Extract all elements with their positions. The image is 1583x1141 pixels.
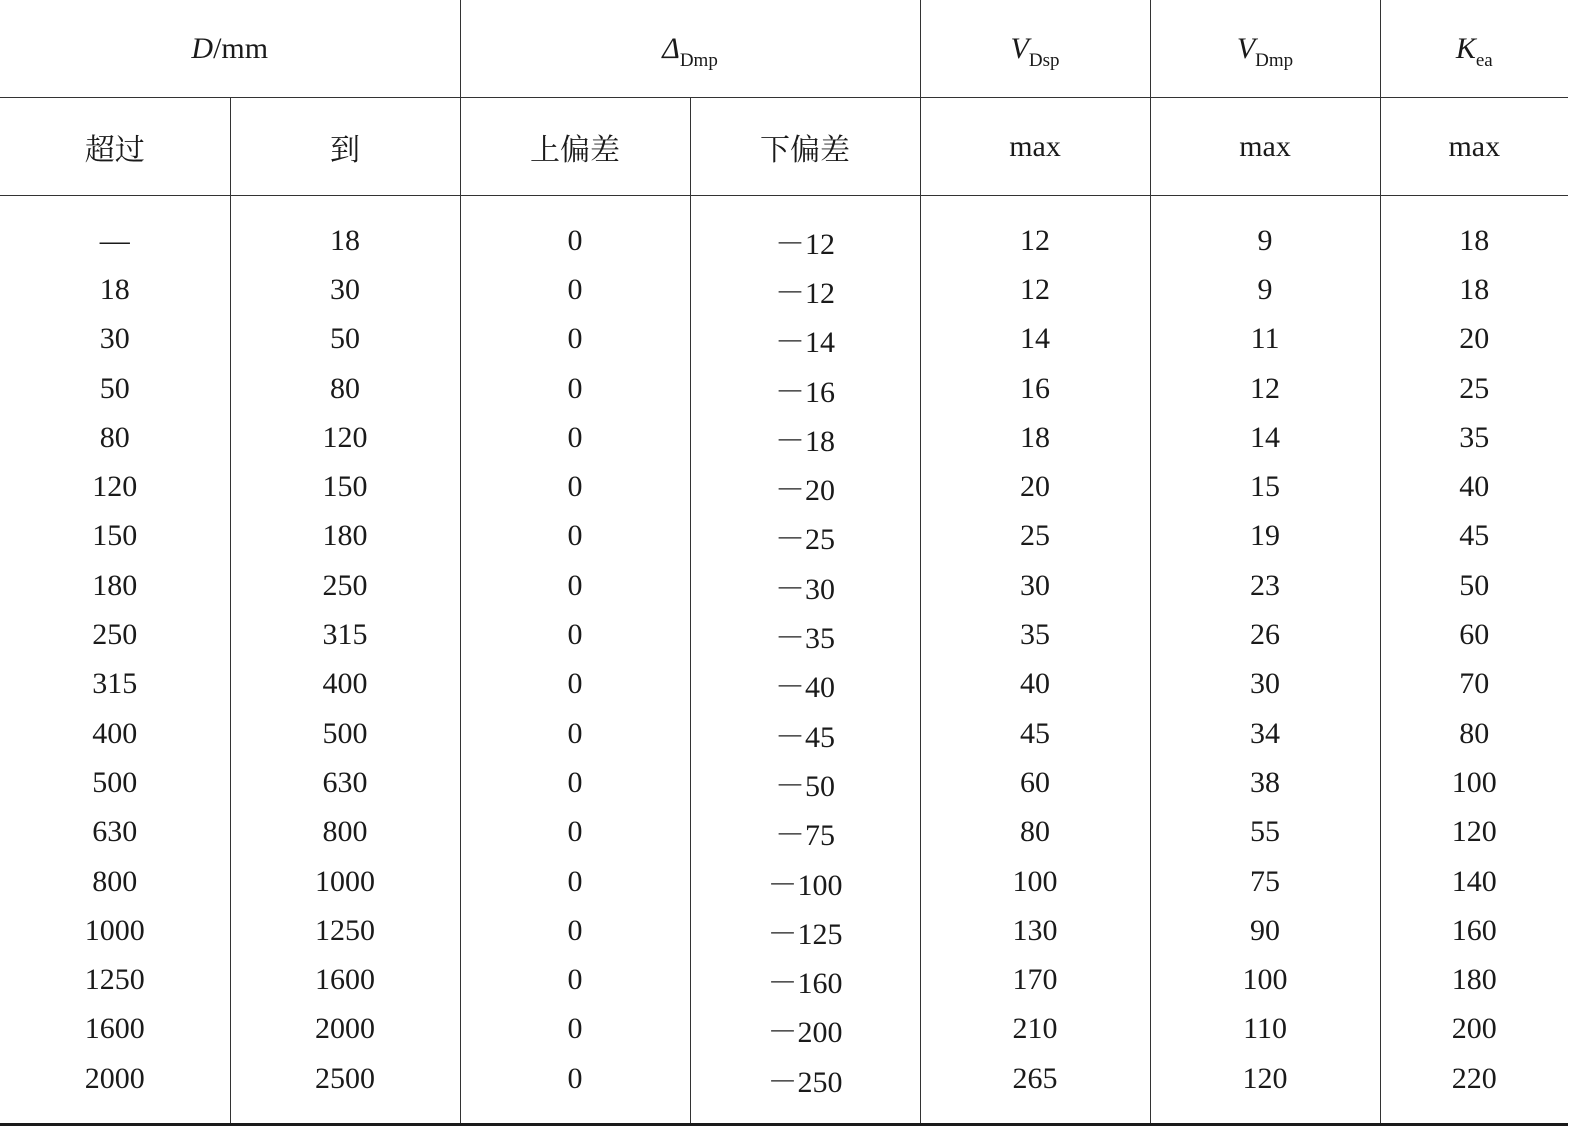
table-cell: 160 xyxy=(1451,913,1497,947)
table-cell: 0 xyxy=(460,808,690,857)
table-cell: －200 xyxy=(690,1005,920,1054)
table-cell: 40 xyxy=(920,660,1150,709)
table-cell: 150 xyxy=(230,462,460,511)
table-cell: 35 xyxy=(920,610,1150,659)
table-cell: 18 xyxy=(1459,223,1490,257)
table-cell: 630 xyxy=(0,808,230,857)
table-cell: 180 xyxy=(1451,963,1497,997)
table-cell: 18 xyxy=(920,413,1150,462)
table-cell: 0 xyxy=(460,512,690,561)
table-cell: －75 xyxy=(690,808,920,857)
table-cell: 315 xyxy=(0,660,230,709)
table-cell: 0 xyxy=(460,364,690,413)
table-row xyxy=(0,561,1568,610)
table-cell: 120 xyxy=(0,462,230,511)
table-cell: 26 xyxy=(1150,610,1380,659)
table-cell: 60 xyxy=(920,758,1150,807)
table-cell: 100 xyxy=(920,857,1150,906)
table-cell: 12 xyxy=(1150,364,1380,413)
table-row xyxy=(0,758,1568,807)
table-cell: 11 xyxy=(1150,315,1380,364)
table-cell: 30 xyxy=(0,315,230,364)
vdsp-symbol: V xyxy=(1010,31,1029,65)
table-row xyxy=(0,955,1568,1004)
table-cell: 210 xyxy=(920,1005,1150,1054)
table-row xyxy=(0,413,1568,462)
table-cell: 75 xyxy=(1150,857,1380,906)
table-cell: 20 xyxy=(1459,322,1490,356)
header-vdsp xyxy=(920,0,1150,98)
table-cell: 500 xyxy=(230,709,460,758)
table-cell: 170 xyxy=(920,955,1150,1004)
header-over: 超过 xyxy=(0,98,230,196)
vdsp-subscript: Dsp xyxy=(1028,49,1060,71)
table-cell: －160 xyxy=(690,955,920,1004)
header-d-mm xyxy=(0,0,460,98)
table-cell: －20 xyxy=(690,462,920,511)
table-cell: 38 xyxy=(1150,758,1380,807)
table-cell: 12 xyxy=(920,216,1150,265)
table-cell: 200 xyxy=(1451,1012,1497,1046)
d-unit: /mm xyxy=(213,31,269,65)
table-row xyxy=(0,512,1568,561)
table-cell: 140 xyxy=(1451,864,1497,898)
table-cell: 0 xyxy=(460,265,690,314)
table-row xyxy=(0,906,1568,955)
table-cell: 400 xyxy=(0,709,230,758)
table-row xyxy=(0,808,1568,857)
table-cell: 0 xyxy=(460,462,690,511)
header-max-vdmp: max xyxy=(1150,98,1380,196)
table-row xyxy=(0,660,1568,709)
table-cell: 80 xyxy=(920,808,1150,857)
table-cell: 30 xyxy=(920,561,1150,610)
table-cell: 18 xyxy=(0,265,230,314)
table-cell: －12 xyxy=(690,216,920,265)
table-cell: 9 xyxy=(1150,216,1380,265)
table-cell: 0 xyxy=(460,413,690,462)
table-cell: 14 xyxy=(920,315,1150,364)
table-cell: 0 xyxy=(460,660,690,709)
table-cell: 60 xyxy=(1459,618,1490,652)
table-cell: 250 xyxy=(0,610,230,659)
table-cell: 220 xyxy=(1451,1061,1497,1095)
table-cell: 80 xyxy=(0,413,230,462)
kea-symbol: K xyxy=(1455,31,1476,65)
table-row xyxy=(0,462,1568,511)
table-cell: 1600 xyxy=(230,955,460,1004)
table-cell: 800 xyxy=(230,808,460,857)
table-cell: 30 xyxy=(1150,660,1380,709)
header-row-1 xyxy=(0,0,1568,98)
table-cell: 50 xyxy=(1459,568,1490,602)
table-cell: 18 xyxy=(230,216,460,265)
table-row xyxy=(0,1054,1568,1103)
table-cell: 1600 xyxy=(0,1005,230,1054)
table-cell: －100 xyxy=(690,857,920,906)
header-lower-deviation: 下偏差 xyxy=(690,98,920,196)
header-max-vdsp: max xyxy=(920,98,1150,196)
table-cell: 800 xyxy=(0,857,230,906)
header-vdmp xyxy=(1150,0,1380,98)
table-row xyxy=(0,857,1568,906)
table-cell: －16 xyxy=(690,364,920,413)
table-cell: 100 xyxy=(1451,765,1497,799)
table-cell: 55 xyxy=(1150,808,1380,857)
table-cell: — xyxy=(0,216,230,265)
delta-symbol: Δ xyxy=(662,31,680,65)
table-cell: 0 xyxy=(460,610,690,659)
table-cell: 16 xyxy=(920,364,1150,413)
table-cell: 2000 xyxy=(230,1005,460,1054)
table-cell: 2500 xyxy=(230,1054,460,1103)
table-cell: 80 xyxy=(230,364,460,413)
table-cell: 18 xyxy=(1459,272,1490,306)
header-upper-deviation: 上偏差 xyxy=(460,98,690,196)
table-cell: 0 xyxy=(460,955,690,1004)
table-cell: －50 xyxy=(690,758,920,807)
header-delta-dmp xyxy=(460,0,920,98)
table-row xyxy=(0,315,1568,364)
table-cell: 23 xyxy=(1150,561,1380,610)
table-cell: －14 xyxy=(690,315,920,364)
table-cell: －35 xyxy=(690,610,920,659)
table-cell: 9 xyxy=(1150,265,1380,314)
table-cell: 25 xyxy=(1459,371,1490,405)
header-to: 到 xyxy=(230,98,460,196)
table-cell: 110 xyxy=(1150,1005,1380,1054)
table-row xyxy=(0,265,1568,314)
table-cell: 1000 xyxy=(0,906,230,955)
spacer-row-bottom xyxy=(0,1103,1568,1125)
table-cell: －40 xyxy=(690,660,920,709)
vdmp-symbol: V xyxy=(1236,31,1256,65)
table-cell: 0 xyxy=(460,758,690,807)
table-body xyxy=(0,216,1568,1125)
table-cell: 0 xyxy=(460,1005,690,1054)
table-cell: 120 xyxy=(230,413,460,462)
table-cell: 19 xyxy=(1150,512,1380,561)
delta-subscript: Dmp xyxy=(679,49,718,71)
table-cell: 30 xyxy=(230,265,460,314)
table-cell: 130 xyxy=(920,906,1150,955)
table-cell: 45 xyxy=(1459,519,1490,553)
table-cell: －45 xyxy=(690,709,920,758)
table-cell: 100 xyxy=(1150,955,1380,1004)
table-cell: 150 xyxy=(0,512,230,561)
table-cell: 20 xyxy=(920,462,1150,511)
table-cell: 14 xyxy=(1150,413,1380,462)
table-cell: 0 xyxy=(460,906,690,955)
table-cell: 0 xyxy=(460,857,690,906)
table-cell: －125 xyxy=(690,906,920,955)
table-cell: 180 xyxy=(0,561,230,610)
table-cell: 2000 xyxy=(0,1054,230,1103)
table-cell: 0 xyxy=(460,1054,690,1103)
table-cell: 0 xyxy=(460,315,690,364)
vdmp-subscript: Dmp xyxy=(1255,49,1294,71)
table-cell: 40 xyxy=(1459,470,1490,504)
table-cell: 1000 xyxy=(230,857,460,906)
table-cell: －18 xyxy=(690,413,920,462)
table-cell: －30 xyxy=(690,561,920,610)
table-cell: 180 xyxy=(230,512,460,561)
table-cell: 120 xyxy=(1451,815,1497,849)
table-cell: 0 xyxy=(460,709,690,758)
table-cell: 630 xyxy=(230,758,460,807)
table-cell: 25 xyxy=(920,512,1150,561)
table-cell: 1250 xyxy=(0,955,230,1004)
table-row xyxy=(0,364,1568,413)
table-cell: 35 xyxy=(1459,420,1490,454)
table-cell: －12 xyxy=(690,265,920,314)
spacer-row xyxy=(0,196,1568,217)
table-cell: 50 xyxy=(0,364,230,413)
table-row xyxy=(0,216,1568,265)
d-var: D xyxy=(191,31,214,65)
table-cell: 315 xyxy=(230,610,460,659)
header-row-2 xyxy=(0,98,1568,196)
header-max-kea: max xyxy=(1380,98,1568,196)
table-cell: 90 xyxy=(1150,906,1380,955)
table-cell: 0 xyxy=(460,216,690,265)
table-cell: 15 xyxy=(1150,462,1380,511)
table-row xyxy=(0,610,1568,659)
table-cell: －250 xyxy=(690,1054,920,1103)
header-kea xyxy=(1380,0,1568,98)
table-cell: 1250 xyxy=(230,906,460,955)
table-cell: 45 xyxy=(920,709,1150,758)
table-cell: 70 xyxy=(1459,667,1490,701)
table-cell: 250 xyxy=(230,561,460,610)
table-cell: 500 xyxy=(0,758,230,807)
table-cell: 120 xyxy=(1150,1054,1380,1103)
table-cell: 400 xyxy=(230,660,460,709)
table-cell: 50 xyxy=(230,315,460,364)
kea-subscript: ea xyxy=(1475,49,1493,71)
table-row xyxy=(0,709,1568,758)
table-cell: 265 xyxy=(920,1054,1150,1103)
table-cell: 0 xyxy=(460,561,690,610)
table-cell: 80 xyxy=(1459,716,1490,750)
table-row xyxy=(0,1005,1568,1054)
table-cell: 12 xyxy=(920,265,1150,314)
table-cell: －25 xyxy=(690,512,920,561)
table-cell: 34 xyxy=(1150,709,1380,758)
